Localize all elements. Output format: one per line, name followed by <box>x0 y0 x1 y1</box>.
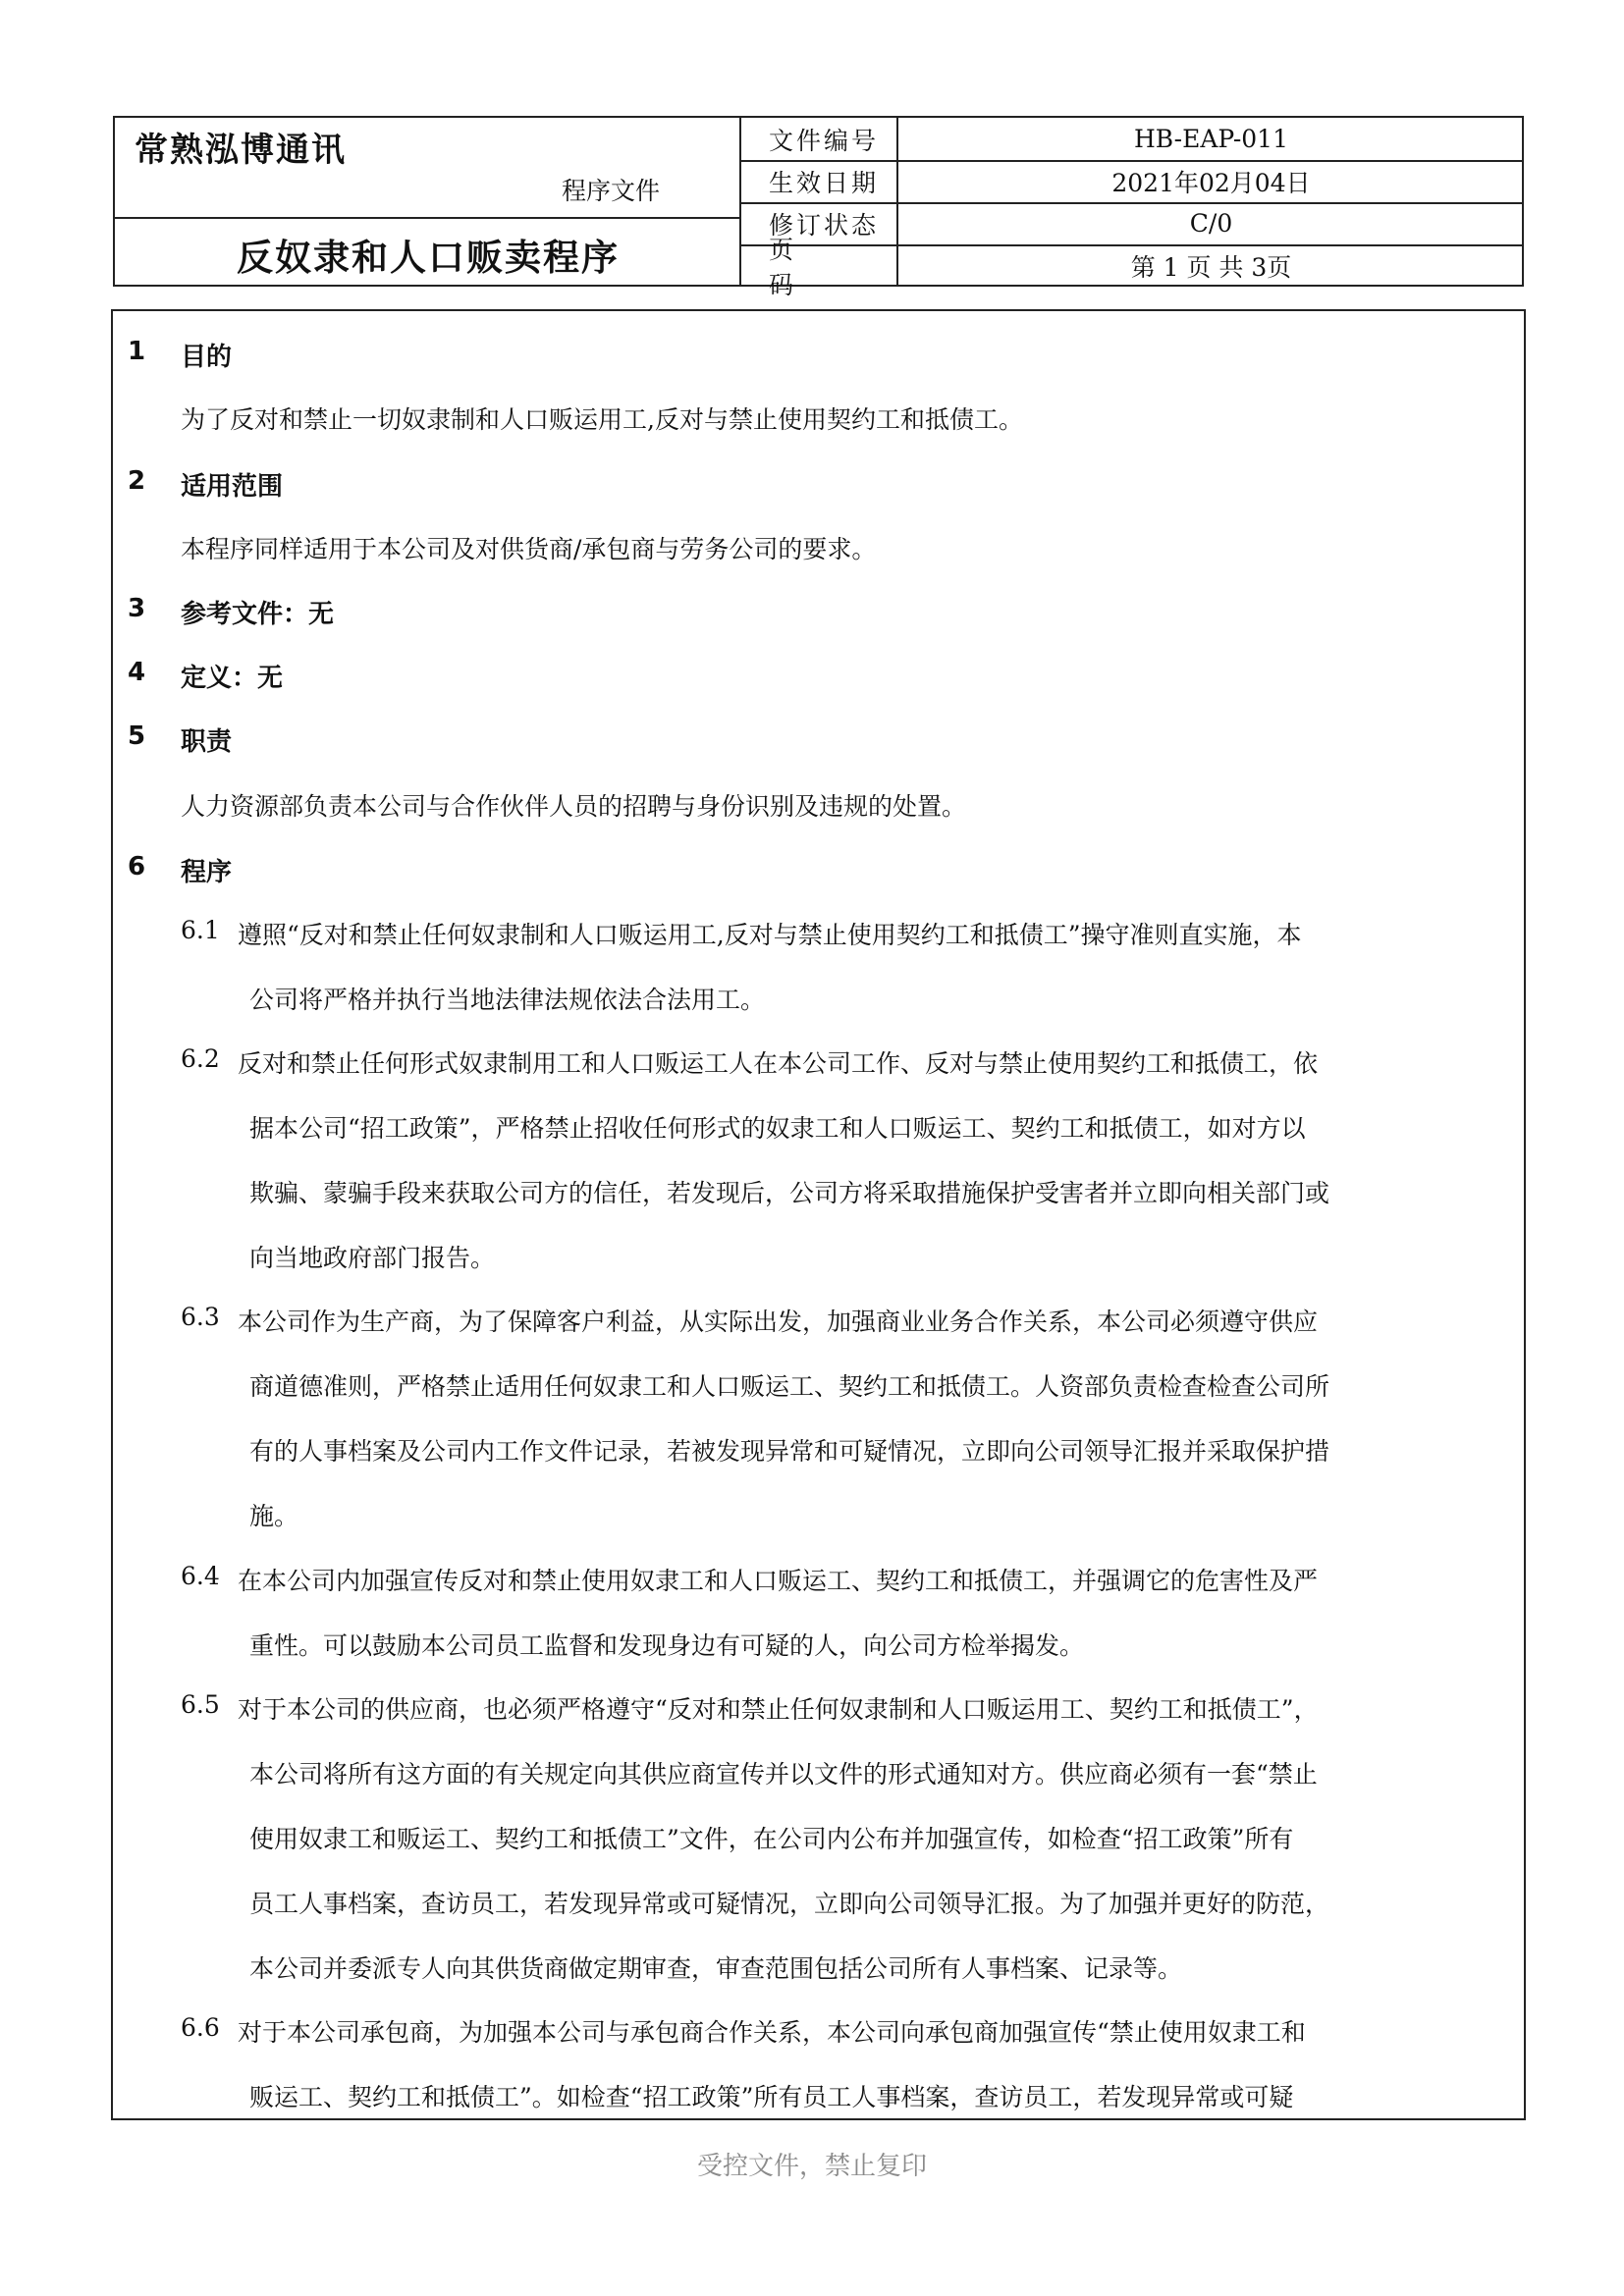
document-type: 程序文件 <box>562 177 661 205</box>
effective-date-label: 生效日期 <box>769 168 880 197</box>
document-title: 反奴隶和人口贩卖程序 <box>237 236 620 279</box>
subsection-line: 据本公司“招工政策”，严格禁止招收任何形式的奴隶工和人口贩运工、契约工和抵债工，如对方以 <box>249 1114 1306 1143</box>
subsection-line: 施。 <box>249 1502 299 1530</box>
page-number-value: 第 1 页 共 3页 <box>1130 252 1292 282</box>
subsection-line: 公司将严格并执行当地法律法规依法合法用工。 <box>249 986 766 1014</box>
subsection-number: 6.2 <box>181 1044 220 1073</box>
section-title: 定义：无 <box>181 664 284 693</box>
section-number: 2 <box>128 466 146 496</box>
section-number: 4 <box>128 658 146 687</box>
section-title: 适用范围 <box>181 472 284 502</box>
section-title: 职责 <box>181 727 233 757</box>
section-title: 目的 <box>181 343 233 372</box>
subsection-number: 6.6 <box>181 2013 220 2042</box>
subsection-line: 向当地政府部门报告。 <box>249 1244 496 1272</box>
section-number: 6 <box>128 852 146 881</box>
subsection-line: 反对和禁止任何形式奴隶制用工和人口贩运工人在本公司工作、反对与禁止使用契约工和抵债工，依 <box>238 1049 1319 1078</box>
section-body: 本程序同样适用于本公司及对供货商/承包商与劳务公司的要求。 <box>181 535 877 563</box>
subsection-number: 6.3 <box>181 1303 220 1331</box>
subsection-line: 使用奴隶工和贩运工、契约工和抵债工”文件，在公司内公布并加强宣传，如检查“招工政策”所有 <box>249 1825 1294 1853</box>
section-body: 人力资源部负责本公司与合作伙伴人员的招聘与身份识别及违规的处置。 <box>181 792 967 821</box>
subsection-line: 对于本公司承包商，为加强本公司与承包商合作关系，本公司向承包商加强宣传“禁止使用奴隶工和 <box>238 2018 1306 2047</box>
section-body: 为了反对和禁止一切奴隶制和人口贩运用工,反对与禁止使用契约工和抵债工。 <box>181 405 1023 434</box>
subsection-line: 重性。可以鼓励本公司员工监督和发现身边有可疑的人，向公司方检举揭发。 <box>249 1631 1085 1660</box>
section-title: 程序 <box>181 858 233 887</box>
controlled-document-footer: 受控文件，禁止复印 <box>696 2152 927 2181</box>
subsection-line: 有的人事档案及公司内工作文件记录，若被发现异常和可疑情况，立即向公司领导汇报并采取保护措 <box>249 1437 1330 1466</box>
doc-number-label: 文件编号 <box>769 126 880 155</box>
subsection-line: 欺骗、蒙骗手段来获取公司方的信任，若发现后，公司方将采取措施保护受害者并立即向相关部门或 <box>249 1179 1330 1207</box>
subsection-line: 遵照“反对和禁止任何奴隶制和人口贩运用工,反对与禁止使用契约工和抵债工”操守准则直实施，本 <box>238 921 1302 949</box>
subsection-line: 贩运工、契约工和抵债工”。如检查“招工政策”所有员工人事档案，查访员工，若发现异常或可疑 <box>249 2083 1294 2111</box>
subsection-line: 员工人事档案，查访员工，若发现异常或可疑情况，立即向公司领导汇报。为了加强并更好的防范， <box>249 1890 1330 1918</box>
subsection-number: 6.4 <box>181 1562 220 1590</box>
section-number: 3 <box>128 594 146 623</box>
section-number: 1 <box>128 337 146 366</box>
page-number-label: 页码 <box>769 235 845 299</box>
company-name: 常熟泓博通讯 <box>135 131 347 170</box>
subsection-line: 本公司作为生产商，为了保障客户利益，从实际出发，加强商业业务合作关系，本公司必须遵守供应 <box>238 1308 1319 1336</box>
revision-status-value: C/0 <box>1189 209 1233 238</box>
effective-date-value: 2021年02月04日 <box>1111 168 1311 197</box>
subsection-line: 本公司将所有这方面的有关规定向其供应商宣传并以文件的形式通知对方。供应商必须有一套“禁止 <box>249 1760 1318 1789</box>
subsection-line: 商道德准则，严格禁止适用任何奴隶工和人口贩运工、契约工和抵债工。人资部负责检查检查公司所 <box>249 1372 1330 1401</box>
subsection-number: 6.5 <box>181 1690 220 1719</box>
section-title: 参考文件：无 <box>181 600 335 629</box>
document-header-table <box>113 116 1524 299</box>
subsection-number: 6.1 <box>181 916 220 944</box>
subsection-line: 对于本公司的供应商，也必须严格遵守“反对和禁止任何奴隶制和人口贩运用工、契约工和抵债工”， <box>238 1695 1319 1724</box>
revision-status-label: 修订状态 <box>769 210 880 240</box>
subsection-line: 本公司并委派专人向其供货商做定期审查，审查范围包括公司所有人事档案、记录等。 <box>249 1954 1183 1983</box>
section-number: 5 <box>128 721 146 751</box>
subsection-line: 在本公司内加强宣传反对和禁止使用奴隶工和人口贩运工、契约工和抵债工，并强调它的危害性及严 <box>238 1567 1319 1595</box>
doc-number-value: HB-EAP-011 <box>1133 125 1288 153</box>
